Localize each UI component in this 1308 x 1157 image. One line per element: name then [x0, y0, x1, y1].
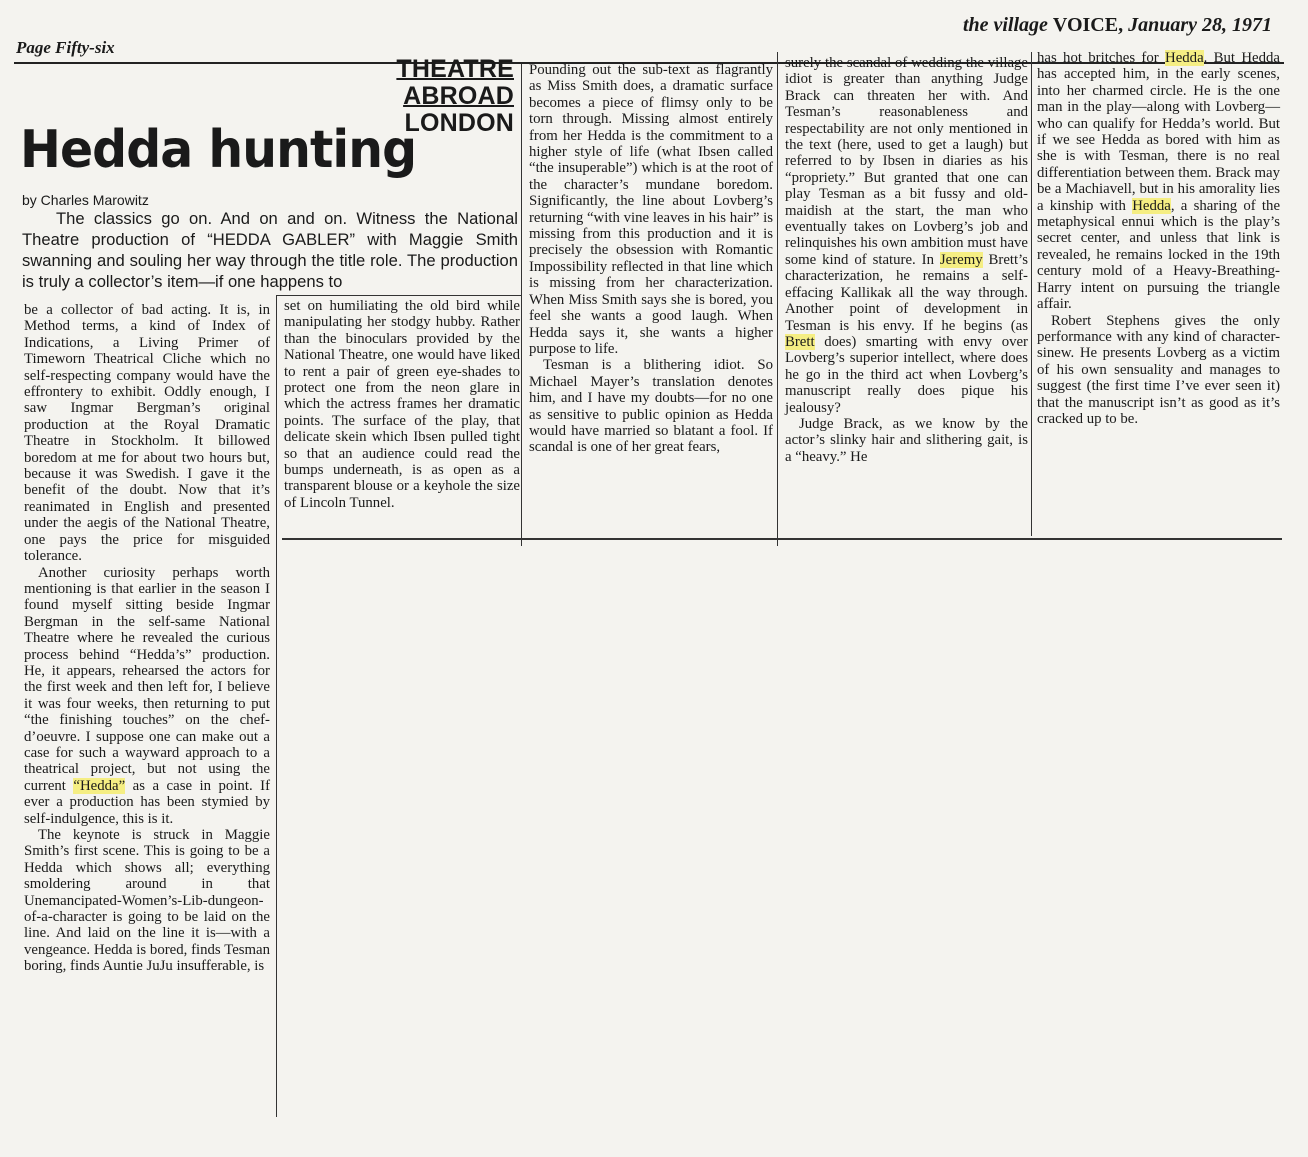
- paragraph: Robert Stephens gives the only performance with any kind of character-sinew. He presents Lovberg as a victim of his own sensuality and manages to suggest (the first time I’ve ever seen it) that the manuscript isn’t as good as it’s cracked up to be.: [1037, 312, 1280, 427]
- column-rule: [276, 295, 521, 296]
- bottom-rule: [282, 538, 1282, 540]
- paragraph: has hot britches for Hedda. But Hedda has accepted him, in the early scenes, into her charmed circle. He is the one man in the play—along with Lovberg—who can qualify for Hedda’s world. But if we see Hedda as bored with him as she is with Tesman, there is no real differentiation between them. Brack may be a Machiavell, but in his amorality lies a kinship with Hedda, a sharing of the metaphysical ennui which is the play’s secret center, and unless that link is revealed, he remains locked in the 19th century mold of a Heavy-Breathing-Harry intent on pursuing the triangle affair.: [1037, 50, 1281, 313]
- article-column-3: [529, 62, 773, 456]
- column-rule: [1031, 52, 1032, 536]
- paragraph: surely the scandal of wedding the village idiot is greater than anything Judge Brack can threaten her with. And Tesman’s reasonableness and respectability are not only mentioned in the text (here, used to get a laugh) but referred to by Ibsen in diaries as his “propriety.” But granted that one can play Tesman as a bit fussy and old-maidish at the start, the man who eventually takes on Lovberg’s job and relinquishes his own ambition must have some kind of stature. In Jeremy Brett’s characterization, he remains a self-effacing Kallikak all the way through. Another point of development in Tesman is his envy. If he begins (as Brett does) smarting with envy over Lovberg’s superior intellect, where does he go in the third act when Lovberg’s manuscript really does pique his jealousy?: [785, 55, 1028, 416]
- section-line1: THEATRE ABROAD: [396, 55, 514, 110]
- masthead-date: January 28, 1971: [1128, 14, 1272, 36]
- article-column-1: [24, 302, 270, 975]
- paragraph: Judge Brack, as we know by the actor’s slinky hair and slithering gait, is a “heavy.” He: [785, 415, 1028, 465]
- highlight: Hedda: [1165, 50, 1204, 66]
- masthead-prefix: the village: [962, 14, 1048, 36]
- paragraph: Tesman is a blithering idiot. So Michael Mayer’s translation denotes him, and I have my doubts—for no one as sensitive to public opinion as Hedda would have married so blatant a fool. If scandal is one of her great fears,: [529, 357, 773, 456]
- lede-paragraph: The classics go on. And on and on. Witness the National Theatre production of “HEDDA GABLER” with Maggie Smith swanning and souling her way through the title role. The production is truly a collector’s item—if one happens to: [22, 209, 518, 291]
- column-rule: [276, 295, 277, 1117]
- article-column-5: [1037, 50, 1280, 427]
- paragraph: The keynote is struck in Maggie Smith’s first scene. This is going to be a Hedda which shows all; everything smoldering around in that Unemancipated-Women’s-Lib-dungeon-of-a-character is going to be laid on the line. And laid on the line it is—with a vengeance. Hedda is bored, finds Tesman boring, finds Auntie JuJu insufferable, is: [24, 827, 270, 975]
- article-byline: by Charles Marowitz: [22, 192, 149, 208]
- article-lede: [22, 208, 518, 292]
- article-column-4: [785, 55, 1028, 465]
- masthead-paper-name: VOICE,: [1052, 14, 1124, 36]
- article-headline: Hedda hunting: [20, 120, 417, 180]
- article-column-2: [284, 298, 520, 511]
- masthead: [963, 14, 1272, 37]
- paragraph: Another curiosity perhaps worth mentioning is that earlier in the season I found myself sitting beside Ingmar Bergman in the self-same National Theatre where he revealed the curious process behind “Hedda’s” production. He, it appears, rehearsed the actors for the first week and then left for, I believe it was four weeks, then returning to put “the finishing touches” on the chef-d’oeuvre. I suppose one can make out a case for such a wayward approach to a theatrical project, but not using the current “Hedda” as a case in point. If ever a production has been stymied by self-indulgence, this is it.: [24, 564, 270, 827]
- section-line2: LONDON: [404, 109, 514, 137]
- highlight: Brett: [785, 333, 815, 350]
- paragraph: Pounding out the sub-text as flagrantly as Miss Smith does, a dramatic surface becomes a piece of flimsy only to be torn through. Missing almost entirely from her Hedda is the commitment to a higher style of life (what Ibsen called “the insuperable”) which is at the root of the character’s mundane boredom. Significantly, the line about Lovberg’s returning “with vine leaves in his hair” is missing from this production and it is precisely the obsession with Romantic Impossibility reflected in that line which is missing from her characterization. When Miss Smith says she is bored, you feel she wants a good laugh. When Hedda says it, she wants a higher purpose to life.: [529, 62, 773, 357]
- page-number: Page Fifty-six: [16, 38, 115, 57]
- highlight: “Hedda”: [73, 777, 126, 794]
- highlight: Hedda: [1132, 197, 1171, 214]
- highlight: Jeremy: [939, 251, 983, 268]
- column-rule: [777, 52, 778, 546]
- column-rule: [521, 64, 522, 546]
- paragraph: be a collector of bad acting. It is, in Method terms, a kind of Index of Indications, a Living Primer of Timeworn Theatrical Cliche which no self-respecting company would have the effrontery to exhibit. Oddly enough, I saw Ingmar Bergman’s original production at the Royal Dramatic Theatre in Stockholm. It billowed boredom at me for about two hours but, because it was Swedish. I gave it the benefit of the doubt. Now that it’s reanimated in English and presented under the aegis of the National Theatre, one pays the price for misguided tolerance.: [24, 302, 270, 565]
- paragraph: set on humiliating the old bird while manipulating her stodgy hubby. Rather than the binoculars provided by the National Theatre, one would have liked to rent a pair of green eye-shades to protect one from the neon glare in which the actress frames her dramatic points. The surface of the play, that delicate skein which Ibsen pulled tight so that an audience could read the bumps underneath, is as open as a transparent blouse or a keyhole the size of Lincoln Tunnel.: [284, 298, 520, 511]
